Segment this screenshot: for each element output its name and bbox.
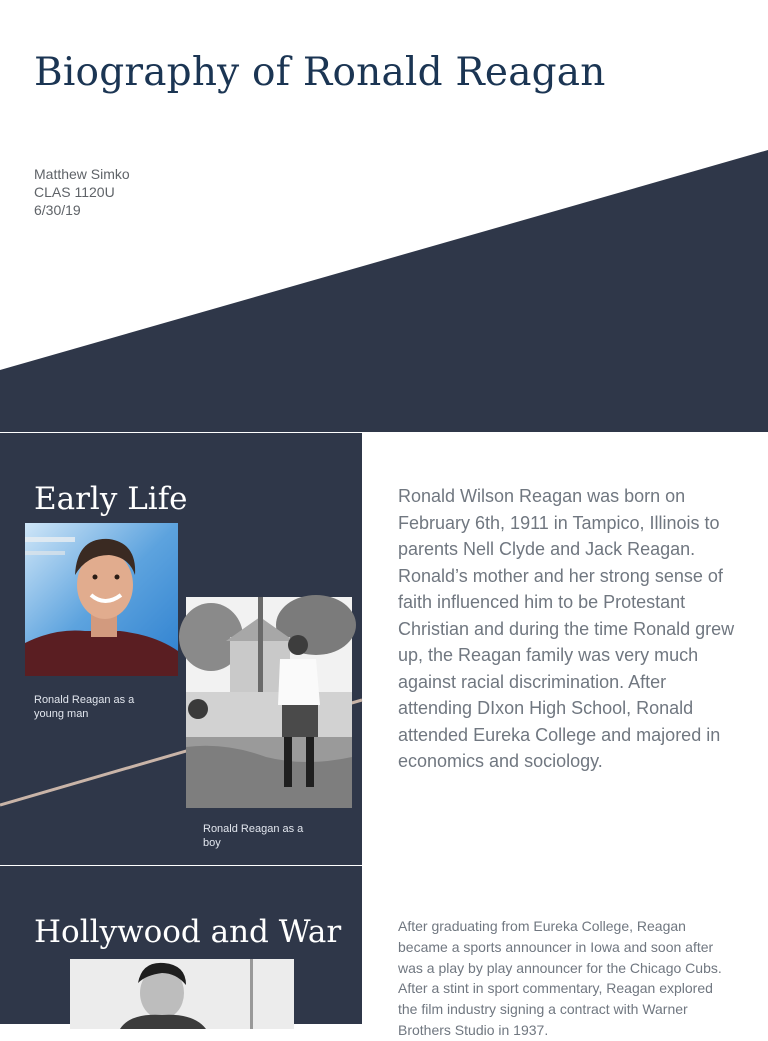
photo-young-man [25,523,178,676]
page-title: Biography of Ronald Reagan [34,50,606,95]
photo-caption-young-man: Ronald Reagan as a young man [34,694,135,720]
photo-caption-boy: Ronald Reagan as a boy [203,823,304,849]
hollywood-panel [0,866,362,1024]
cover-slide [0,0,768,432]
photo-boy [186,597,352,808]
hollywood-war-slide [0,866,768,1038]
date: 6/30/19 [34,202,81,218]
early-life-body: Ronald Wilson Reagan was born on February 6th, 1911 in Tampico, Illinois to parents Nell Clyde and Jack Reagan. Ronald’s mother and her strong sense of faith influenced him to be Protestant Christian and during the time Ronald grew up, the Reagan family was very much against racial discrimination. After attending DIxon High School, Ronald attended Eureka College and majored in economics and sociology. [398,486,735,771]
hollywood-body: After graduating from Eureka College, Reagan became a sports announcer in Iowa and soon after was a play by play announcer for the Chicago Cubs. After a stint in sport commentary, Reagan explored the film industry signing a contract with Warner Brothers Studio in 1937. [398,918,722,1038]
early-life-panel [0,433,362,865]
early-life-heading: Early Life [34,481,188,517]
hollywood-heading: Hollywood and War [34,914,342,950]
portrait-hollywood-image [70,959,294,1029]
cover-meta [34,165,130,219]
course-code: CLAS 1120U [34,184,115,200]
early-life-slide [0,433,768,865]
photo-hollywood [70,959,294,1029]
portrait-young-man-image [25,523,178,676]
portrait-boy-image [186,597,352,808]
author-name: Matthew Simko [34,166,130,182]
